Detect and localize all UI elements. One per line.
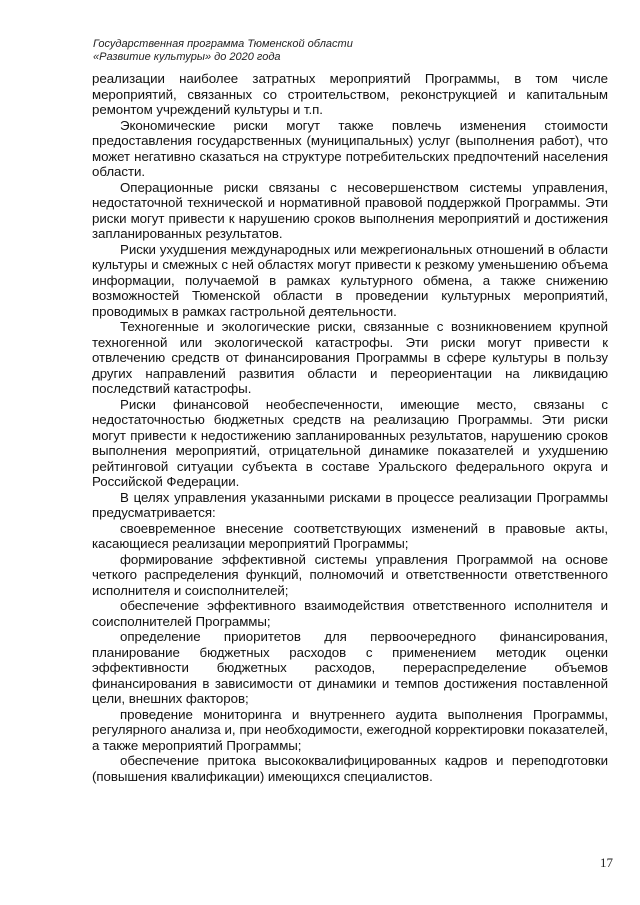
list-item: определение приоритетов для первоочередного финансирования, планирование бюджетных расходов с применением методик оценки эффективности бюджетных расходов, перераспределение объемов финансирования в зависимости от динамики и темпов достижения поставленной цели, внешних факторов; — [92, 629, 608, 706]
body-paragraph: В целях управления указанными рисками в процессе реализации Программы предусматривается: — [92, 489, 608, 520]
document-body — [92, 71, 608, 784]
body-paragraph: Риски ухудшения международных или межрегиональных отношений в области культуры и смежных с ней областях могут привести к резкому уменьшению объема информации, получаемой в рамках культурного обмена, а также снижению возможностей Тюменской области в проведении культурных мероприятий, проводимых в рамках гастрольной деятельности. — [92, 241, 608, 319]
body-paragraph: реализации наиболее затратных мероприятий Программы, в том числе мероприятий, связанных со строительством, реконструкцией и капитальным ремонтом учреждений культуры и т.п. — [92, 71, 608, 117]
document-header — [93, 38, 593, 63]
header-program-title: Государственная программа Тюменской области — [93, 38, 353, 50]
list-item: обеспечение эффективного взаимодействия ответственного исполнителя и соисполнителей Программы; — [92, 598, 608, 629]
body-paragraph: Операционные риски связаны с несовершенством системы управления, недостаточной технической и нормативной правовой поддержкой Программы. Эти риски могут привести к нарушению сроков выполнения мероприятий и достижения запланированных результатов. — [92, 179, 608, 241]
header-program-subtitle: «Развитие культуры» до 2020 года — [93, 50, 281, 63]
list-item: обеспечение притока высококвалифицированных кадров и переподготовки (повышения квалификации) имеющихся специалистов. — [92, 753, 608, 784]
page-number: 17 — [600, 855, 613, 870]
body-paragraph: Экономические риски могут также повлечь изменения стоимости предоставления государственных (муниципальных) услуг (выполнения работ), что может негативно сказаться на структуре потребительских предпочтений населения области. — [92, 117, 608, 179]
body-paragraph: Техногенные и экологические риски, связанные с возникновением крупной техногенной или экологической катастрофы. Эти риски могут привести к отвлечению средств от финансирования Программы в сфере культуры в пользу других направлений развития области и переориентации на ликвидацию последствий катастрофы. — [92, 319, 608, 396]
list-item: проведение мониторинга и внутреннего аудита выполнения Программы, регулярного анализа и, при необходимости, ежегодной корректировки показателей, а также мероприятий Программы; — [92, 706, 608, 753]
list-item: своевременное внесение соответствующих изменений в правовые акты, касающиеся реализации мероприятий Программы; — [92, 520, 608, 551]
list-item: формирование эффективной системы управления Программой на основе четкого распределения функций, полномочий и ответственности ответственного исполнителя и соисполнителей; — [92, 551, 608, 598]
body-paragraph: Риски финансовой необеспеченности, имеющие место, связаны с недостаточностью бюджетных средств на реализацию Программы. Эти риски могут привести к недостижению запланированных результатов, нарушению сроков выполнения мероприятий, отрицательной динамике показателей и ухудшению рейтинговой ситуации субъекта в составе Уральского федерального округа и Российской Федерации. — [92, 396, 608, 489]
